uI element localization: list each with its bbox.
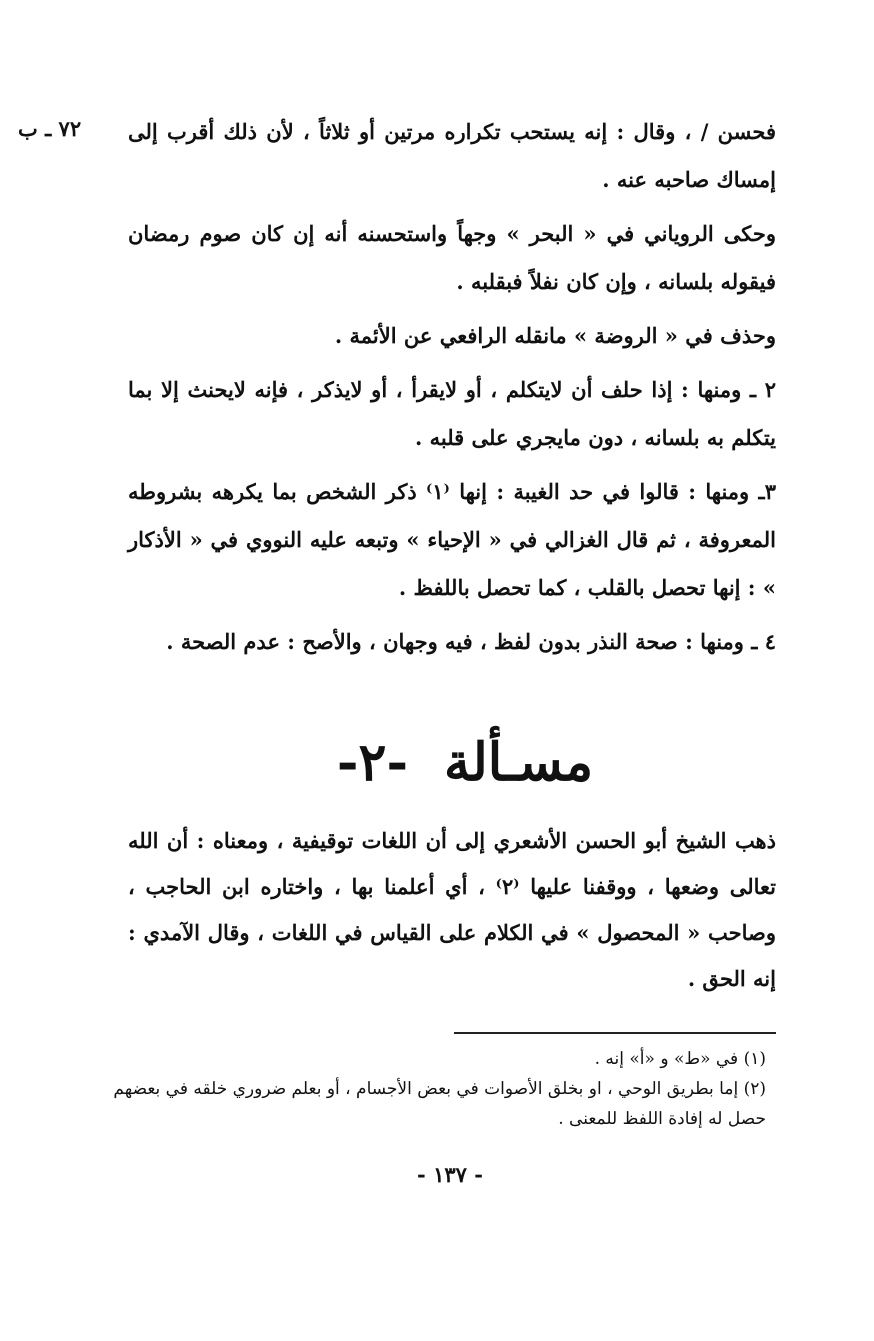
footnotes — [110, 1044, 766, 1134]
section-heading — [300, 732, 630, 793]
paragraph: ٣ـ ومنها : قالوا في حد الغيبة : إنها ⁽١⁾ ذكر الشخص بما يكرهه بشروطه المعروفة ، ثم قال الغزالي في « الإحياء » وتبعه عليه النووي في « الأذكار » : إنها تحصل بالقلب ، كما تحصل باللفظ . — [128, 479, 776, 600]
paragraph: وحذف في « الروضة » مانقله الرافعي عن الأئمة . — [334, 323, 776, 348]
main-text — [128, 108, 776, 672]
footnote: (٢) إما بطريق الوحي ، او بخلق الأصوات في بعض الأجسام ، أو بعلم ضروري خلقه في بعضهم حصل له إفادة اللفظ للمعنى . — [113, 1079, 766, 1129]
page-number: - ١٣٧ - — [417, 1162, 483, 1187]
paragraph: ذهب الشيخ أبو الحسن الأشعري إلى أن اللغات توقيفية ، ومعناه : أن الله تعالى وضعها ، ووقفنا عليها ⁽٢⁾ ، أي أعلمنا بها ، واختاره ابن الحاجب ، وصاحب « المحصول » في الكلام على القياس في اللغات ، وقال الآمدي : إنه الحق . — [128, 828, 776, 991]
footnote-divider — [454, 1032, 776, 1034]
paragraph: ٤ ـ ومنها : صحة النذر بدون لفظ ، فيه وجهان ، والأصح : عدم الصحة . — [166, 629, 776, 654]
section-heading-word: مسـألة — [444, 732, 594, 793]
manuscript-reference: ٧٢ ـ ب — [18, 116, 82, 141]
paragraph: ٢ ـ ومنها : إذا حلف أن لايتكلم ، أو لايقرأ ، أو لايذكر ، فإنه لايحنث إلا بما يتكلم به بلسانه ، دون مايجري على قلبه . — [128, 377, 776, 450]
paragraph: وحكى الروياني في « البحر » وجهاً واستحسنه أنه إن كان صوم رمضان فيقوله بلسانه ، وإن كان نفلاً فبقلبه . — [128, 221, 776, 294]
paragraph: فحسن / ، وقال : إنه يستحب تكراره مرتين أو ثلاثاً ، لأن ذلك أقرب إلى إمساك صاحبه عنه . — [128, 119, 776, 192]
footnote: (١) في «ط» و «أ» إنه . — [594, 1049, 766, 1069]
section-heading-number: -٢- — [336, 732, 409, 793]
section-text — [128, 818, 776, 1008]
